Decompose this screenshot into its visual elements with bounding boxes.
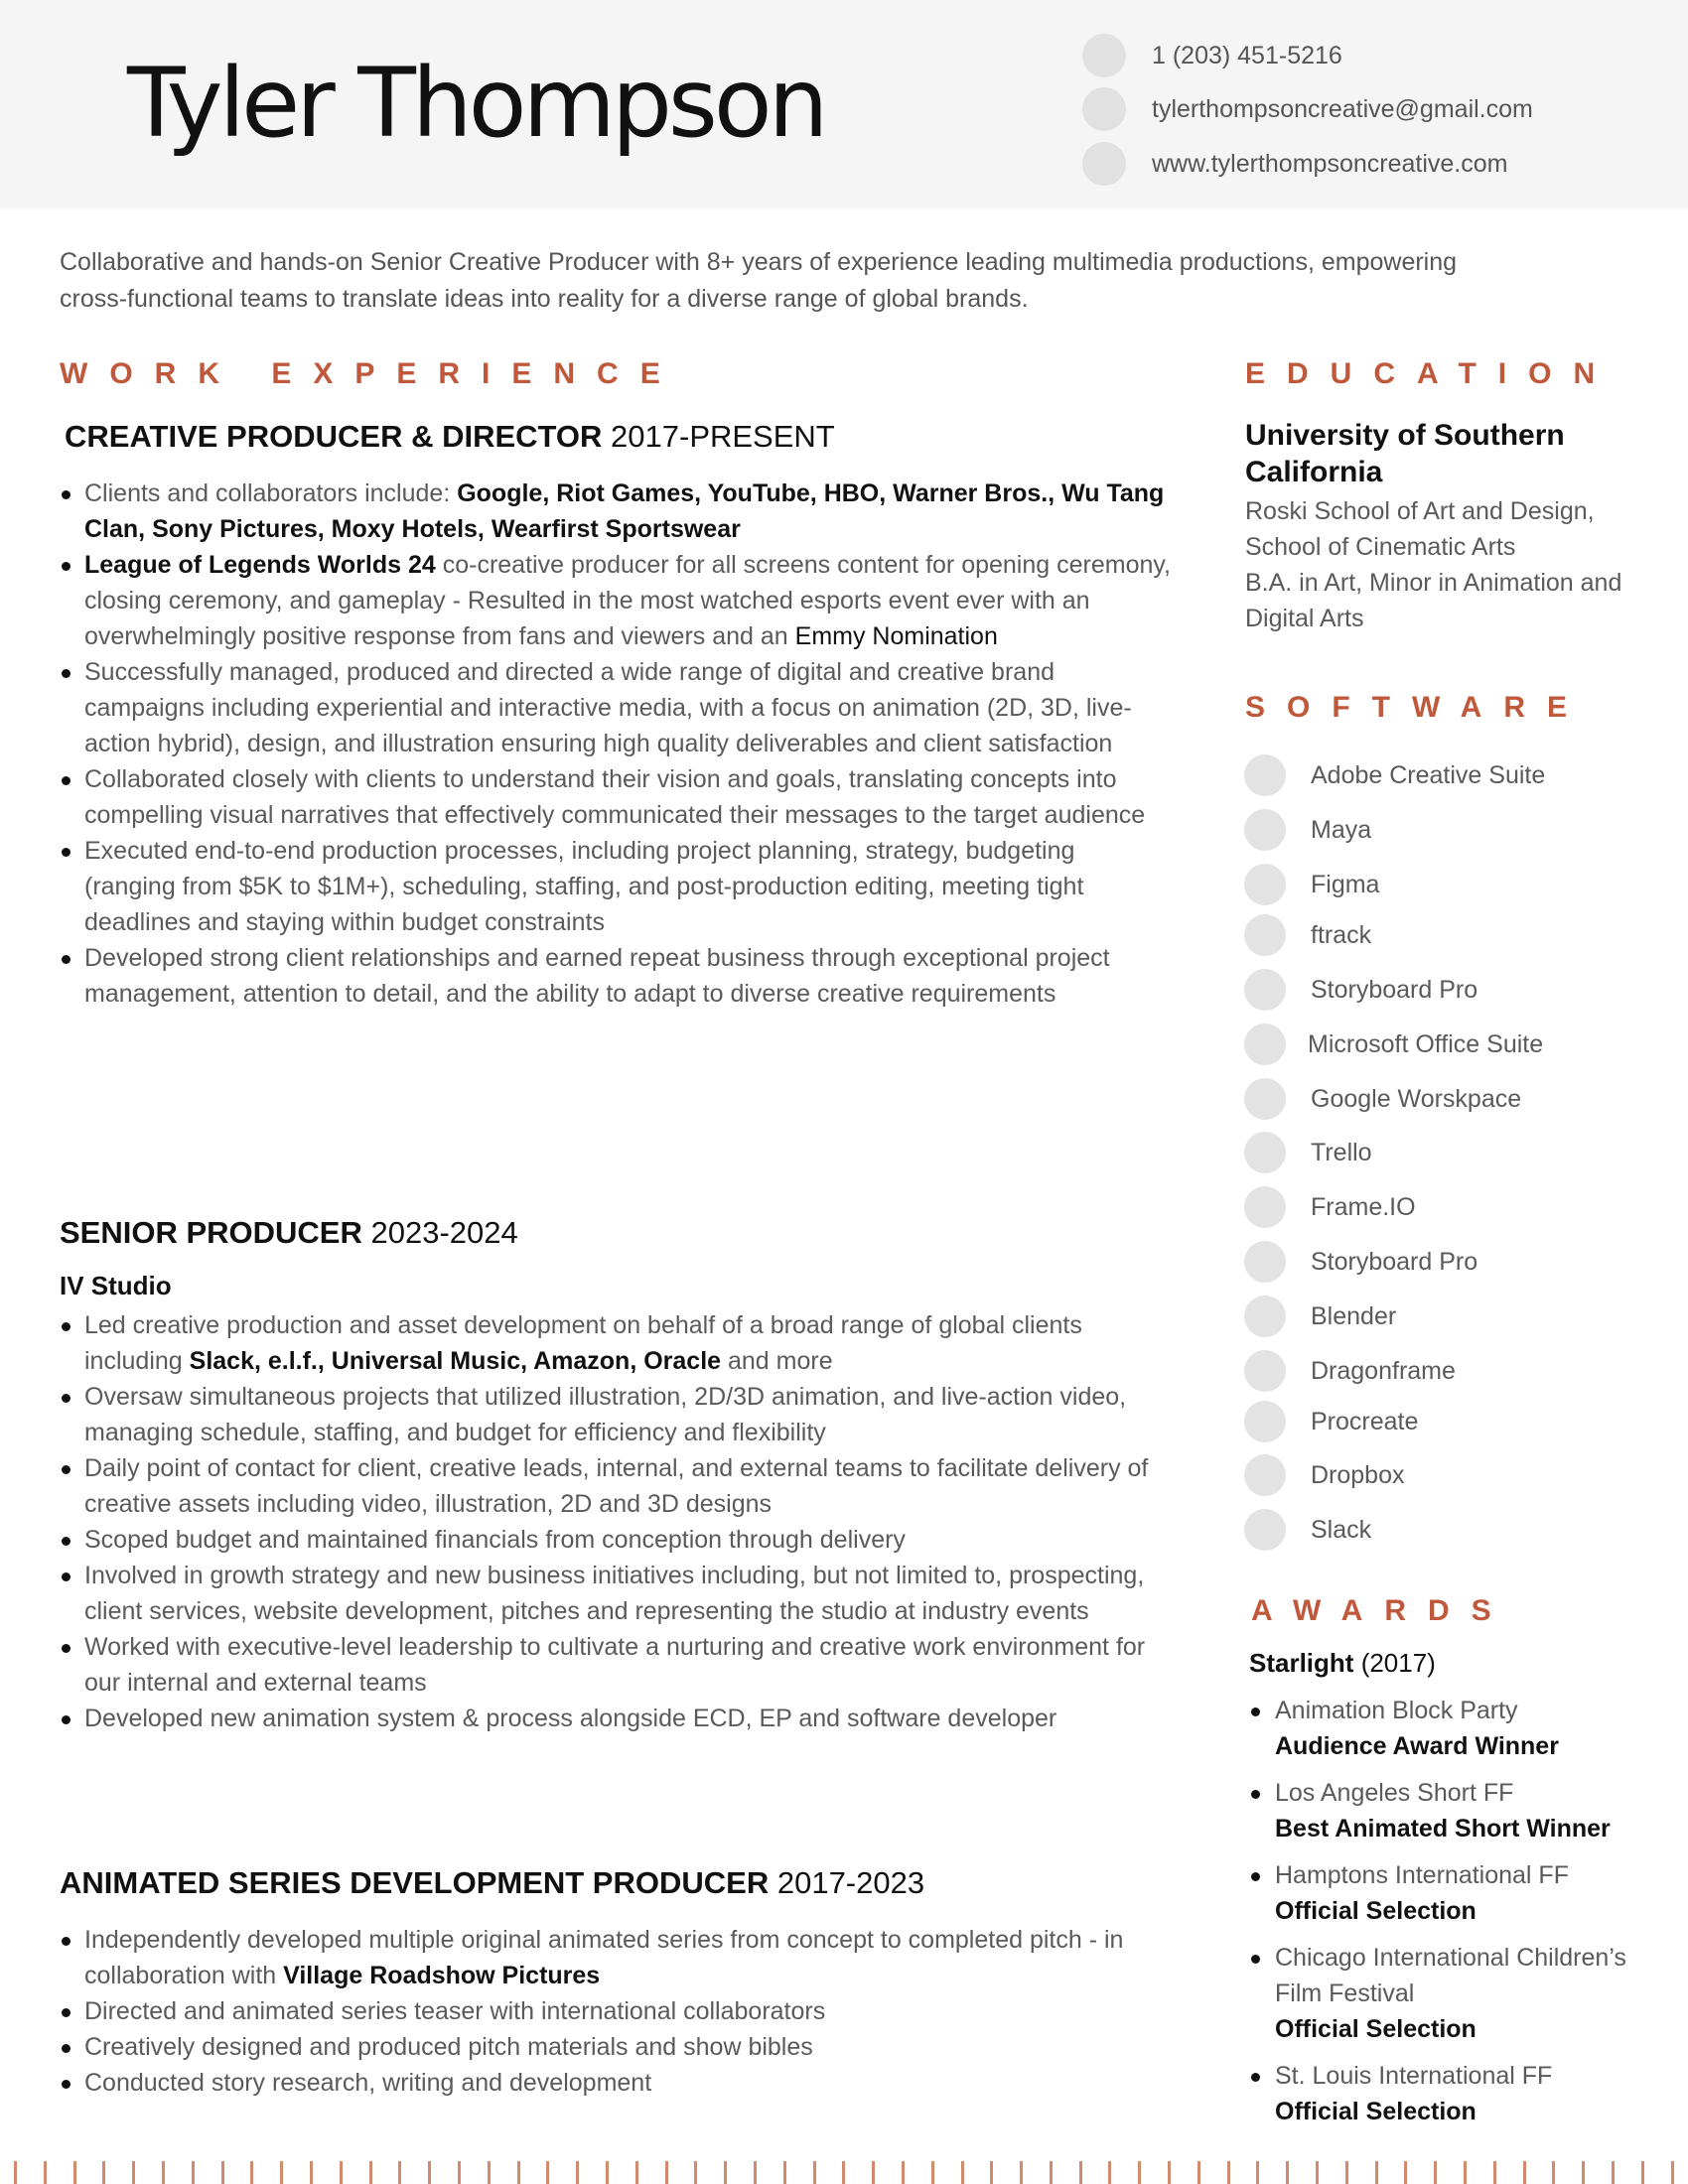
software-dot-icon [1244,864,1286,905]
job-1-bullets [60,476,1172,1012]
list-item: Directed and animated series teaser with international collaborators [60,1993,1172,2029]
list-item: Conducted story research, writing and development [60,2065,1172,2101]
decorative-tick [694,2161,697,2184]
software-item [1244,1453,1661,1497]
job-title-1 [65,419,835,455]
software-item [1244,1400,1661,1443]
job-title-2-dates: 2023-2024 [370,1215,518,1250]
decorative-tick [724,2161,727,2184]
decorative-tick [1256,2161,1259,2184]
list-item [1249,1940,1666,2047]
decorative-tick [458,2161,461,2184]
award-festival: Los Angeles Short FF [1275,1779,1514,1807]
decorative-tick [1523,2161,1526,2184]
software-dot-icon [1244,1186,1286,1228]
list-item [60,1307,1172,1379]
job-title-3-role: ANIMATED SERIES DEVELOPMENT PRODUCER [60,1865,770,1900]
software-label: Blender [1311,1301,1397,1330]
decorative-tick [221,2161,224,2184]
decorative-tick [1227,2161,1230,2184]
education-heading: EDUCATION [1245,357,1618,390]
decorative-tick [783,2161,786,2184]
award-festival: St. Louis International FF [1275,2062,1553,2090]
decorative-tick [665,2161,668,2184]
decorative-tick [14,2161,17,2184]
decorative-tick [162,2161,165,2184]
decorative-tick [546,2161,549,2184]
contact-phone [1082,34,1658,77]
software-dot-icon [1244,1241,1286,1283]
software-label: Adobe Creative Suite [1311,760,1546,789]
decorative-tick [1464,2161,1467,2184]
website-icon [1082,142,1126,186]
education-school: University of Southern California [1245,419,1565,488]
phone-text: 1 (203) 451-5216 [1152,41,1342,69]
software-label: Storyboard Pro [1311,975,1478,1004]
education-details [1245,493,1662,636]
software-label: Procreate [1311,1407,1419,1435]
decorative-tick [1434,2161,1437,2184]
decorative-tick [250,2161,253,2184]
software-item [1244,753,1661,797]
phone-icon [1082,34,1126,77]
decorative-tick [606,2161,609,2184]
decorative-tick [990,2161,993,2184]
education-line: B.A. in Art, Minor in Animation and Digital Arts [1245,569,1622,632]
decorative-tick [1404,2161,1407,2184]
decorative-tick [1168,2161,1171,2184]
summary: Collaborative and hands-on Senior Creative Producer with 8+ years of experience leading multimedia productions, empowering cross-functional teams to translate ideas into reality for a diverse range of global brands. [60,248,1458,313]
decorative-tick [1671,2161,1674,2184]
decorative-tick [961,2161,964,2184]
bullet-text: Independently developed multiple original animated series from concept to completed pitch - in collaboration with [84,1926,1124,1989]
decorative-tick [44,2161,47,2184]
list-item [60,476,1172,547]
bullet-highlight: Google, Riot Games, YouTube, HBO, Warner Bros., Wu Tang Clan, Sony Pictures, Moxy Hotels, Wearfirst Sportswear [84,479,1165,543]
list-item: Creatively designed and produced pitch materials and show bibles [60,2029,1172,2065]
software-dot-icon [1244,1454,1286,1496]
software-label: Dragonframe [1311,1356,1456,1385]
software-label: Trello [1311,1138,1372,1166]
award-result: Audience Award Winner [1275,1732,1559,1760]
job-company-2: IV Studio [60,1271,172,1300]
decorative-tick [517,2161,520,2184]
list-item: Oversaw simultaneous projects that utilized illustration, 2D/3D animation, and live-action video, managing schedule, staffing, and budget for efficiency and flexibility [60,1379,1172,1450]
software-item [1244,808,1661,852]
decorative-tick [1345,2161,1348,2184]
decorative-tick [1316,2161,1319,2184]
decorative-tick [1197,2161,1200,2184]
decorative-tick [813,2161,816,2184]
decorative-tick [340,2161,343,2184]
list-item: Involved in growth strategy and new business initiatives including, but not limited to, prospecting, client services, website development, pitches and representing the studio at industry events [60,1558,1172,1629]
software-label: Storyboard Pro [1311,1247,1478,1276]
decorative-tick [1050,2161,1053,2184]
software-item [1244,1508,1661,1552]
decorative-tick [1020,2161,1023,2184]
bullet-highlight: League of Legends Worlds 24 [84,551,436,579]
decorative-tick [902,2161,905,2184]
software-label: Figma [1311,870,1380,898]
bullet-highlight: Village Roadshow Pictures [283,1962,601,1989]
award-film-title: Starlight [1249,1648,1354,1678]
decorative-tick [132,2161,135,2184]
decorative-tick [310,2161,313,2184]
award-film [1249,1648,1436,1679]
software-dot-icon [1244,754,1286,796]
software-label: Slack [1311,1515,1372,1544]
list-item [60,547,1172,654]
list-item: Scoped budget and maintained financials from conception through delivery [60,1522,1172,1558]
job-3-bullets [60,1922,1172,2101]
job-title-3-dates: 2017-2023 [776,1865,925,1900]
job-title-3 [60,1865,924,1901]
work-experience-heading: WORK EXPERIENCE [60,357,682,390]
decorative-tick [1286,2161,1289,2184]
list-item [1249,1857,1666,1929]
decorative-tick [754,2161,757,2184]
decorative-tick [576,2161,579,2184]
candidate-name: Tyler Thompson [127,48,825,159]
list-item [1249,1693,1666,1764]
decorative-tick [1079,2161,1082,2184]
software-item [1244,968,1661,1012]
software-dot-icon [1244,809,1286,851]
software-dot-icon [1244,1401,1286,1442]
contact-email[interactable] [1082,87,1658,131]
software-item [1244,1240,1661,1284]
software-item [1244,913,1661,957]
list-item [1249,1775,1666,1846]
email-text[interactable]: tylerthompsoncreative@gmail.com [1152,94,1533,123]
award-result: Official Selection [1275,2098,1477,2125]
education-line: Roski School of Art and Design, [1245,497,1595,525]
contact-website[interactable] [1082,142,1658,186]
bullet-highlight: Emmy Nomination [794,622,998,650]
decorative-tick [1493,2161,1496,2184]
award-result: Official Selection [1275,2015,1477,2043]
education-line: School of Cinematic Arts [1245,533,1516,561]
website-text[interactable]: www.tylerthompsoncreative.com [1152,149,1508,178]
list-item: Worked with executive-level leadership to cultivate a nurturing and creative work environment for our internal and external teams [60,1629,1172,1701]
software-label: Frame.IO [1311,1192,1416,1221]
job-title-2-role: SENIOR PRODUCER [60,1215,362,1250]
software-dot-icon [1244,1024,1286,1065]
list-item: Collaborated closely with clients to understand their vision and goals, translating concepts into compelling visual narratives that effectively communicated their messages to the target audience [60,761,1172,833]
software-item [1244,1023,1661,1066]
software-item [1244,1185,1661,1229]
decorative-tick [842,2161,845,2184]
bullet-text: and more [721,1347,833,1375]
decorative-tick [192,2161,195,2184]
decorative-tick [1108,2161,1111,2184]
decorative-tick [428,2161,431,2184]
software-dot-icon [1244,1509,1286,1551]
decorative-tick [280,2161,283,2184]
software-dot-icon [1244,1296,1286,1337]
bullet-text: Clients and collaborators include: [84,479,458,507]
award-festival: Hamptons International FF [1275,1861,1569,1889]
software-dot-icon [1244,969,1286,1011]
job-title-1-dates: 2017-PRESENT [611,419,835,454]
list-item: Developed new animation system & process alongside ECD, EP and software developer [60,1701,1172,1736]
bullet-text: Led creative production and asset development on behalf of a broad range of global clients including [84,1311,1082,1375]
software-label: Maya [1311,815,1372,844]
awards-list [1249,1693,1666,2140]
decorative-tick [635,2161,638,2184]
decorative-tick [1552,2161,1555,2184]
decorative-tick [931,2161,934,2184]
decorative-tick [398,2161,401,2184]
bullet-text: co-creative producer for all screens content for opening ceremony, closing ceremony, and gameplay - Resulted in the most watched esports event ever with an overwhelmingly positive response from fans and viewers and an [84,551,1171,650]
award-result: Best Animated Short Winner [1275,1815,1611,1843]
decorative-tick [73,2161,76,2184]
list-item: Executed end-to-end production processes, including project planning, strategy, budgeting (ranging from $5K to $1M+), scheduling, staffing, and post-production editing, meeting tight deadlines and staying within budget constraints [60,833,1172,940]
list-item [1249,2058,1666,2129]
software-item [1244,1131,1661,1174]
decorative-tick [872,2161,875,2184]
bullet-highlight: Slack, e.l.f., Universal Music, Amazon, Oracle [189,1347,722,1375]
job-title-2 [60,1215,518,1251]
decorative-tick [1375,2161,1378,2184]
software-label: Google Worskpace [1311,1084,1522,1113]
list-item: Developed strong client relationships and earned repeat business through exceptional project management, attention to detail, and the ability to adapt to diverse creative requirements [60,940,1172,1012]
software-heading: SOFTWARE [1245,691,1589,724]
software-item [1244,863,1661,906]
software-item [1244,1295,1661,1338]
award-festival: Chicago International Children’s Film Festival [1275,1944,1626,2007]
decorative-tick [1138,2161,1141,2184]
list-item: Daily point of contact for client, creative leads, internal, and external teams to facilitate delivery of creative assets including video, illustration, 2D and 3D designs [60,1450,1172,1522]
decorative-tick [1582,2161,1585,2184]
software-item [1244,1349,1661,1393]
decorative-tick [102,2161,105,2184]
awards-heading: AWARDS [1251,1594,1513,1627]
email-icon [1082,87,1126,131]
software-item [1244,1077,1661,1121]
award-result: Official Selection [1275,1897,1477,1925]
decorative-tick [1612,2161,1615,2184]
software-label: ftrack [1311,920,1372,949]
job-title-1-role: CREATIVE PRODUCER & DIRECTOR [65,419,603,454]
decorative-tick [488,2161,491,2184]
software-label: Microsoft Office Suite [1308,1029,1544,1058]
job-2-bullets [60,1307,1172,1736]
decorative-tick-border [0,2161,1688,2184]
software-dot-icon [1244,1132,1286,1173]
software-label: Dropbox [1311,1460,1405,1489]
award-film-year: (2017) [1360,1648,1436,1678]
decorative-tick [369,2161,372,2184]
software-dot-icon [1244,1350,1286,1392]
decorative-tick [1641,2161,1644,2184]
software-dot-icon [1244,1078,1286,1120]
list-item [60,1922,1172,1993]
software-dot-icon [1244,914,1286,956]
award-festival: Animation Block Party [1275,1697,1518,1724]
list-item: Successfully managed, produced and directed a wide range of digital and creative brand campaigns including experiential and interactive media, with a focus on animation (2D, 3D, live-action hybrid), design, and illustration ensuring high quality deliverables and client satisfaction [60,654,1172,761]
